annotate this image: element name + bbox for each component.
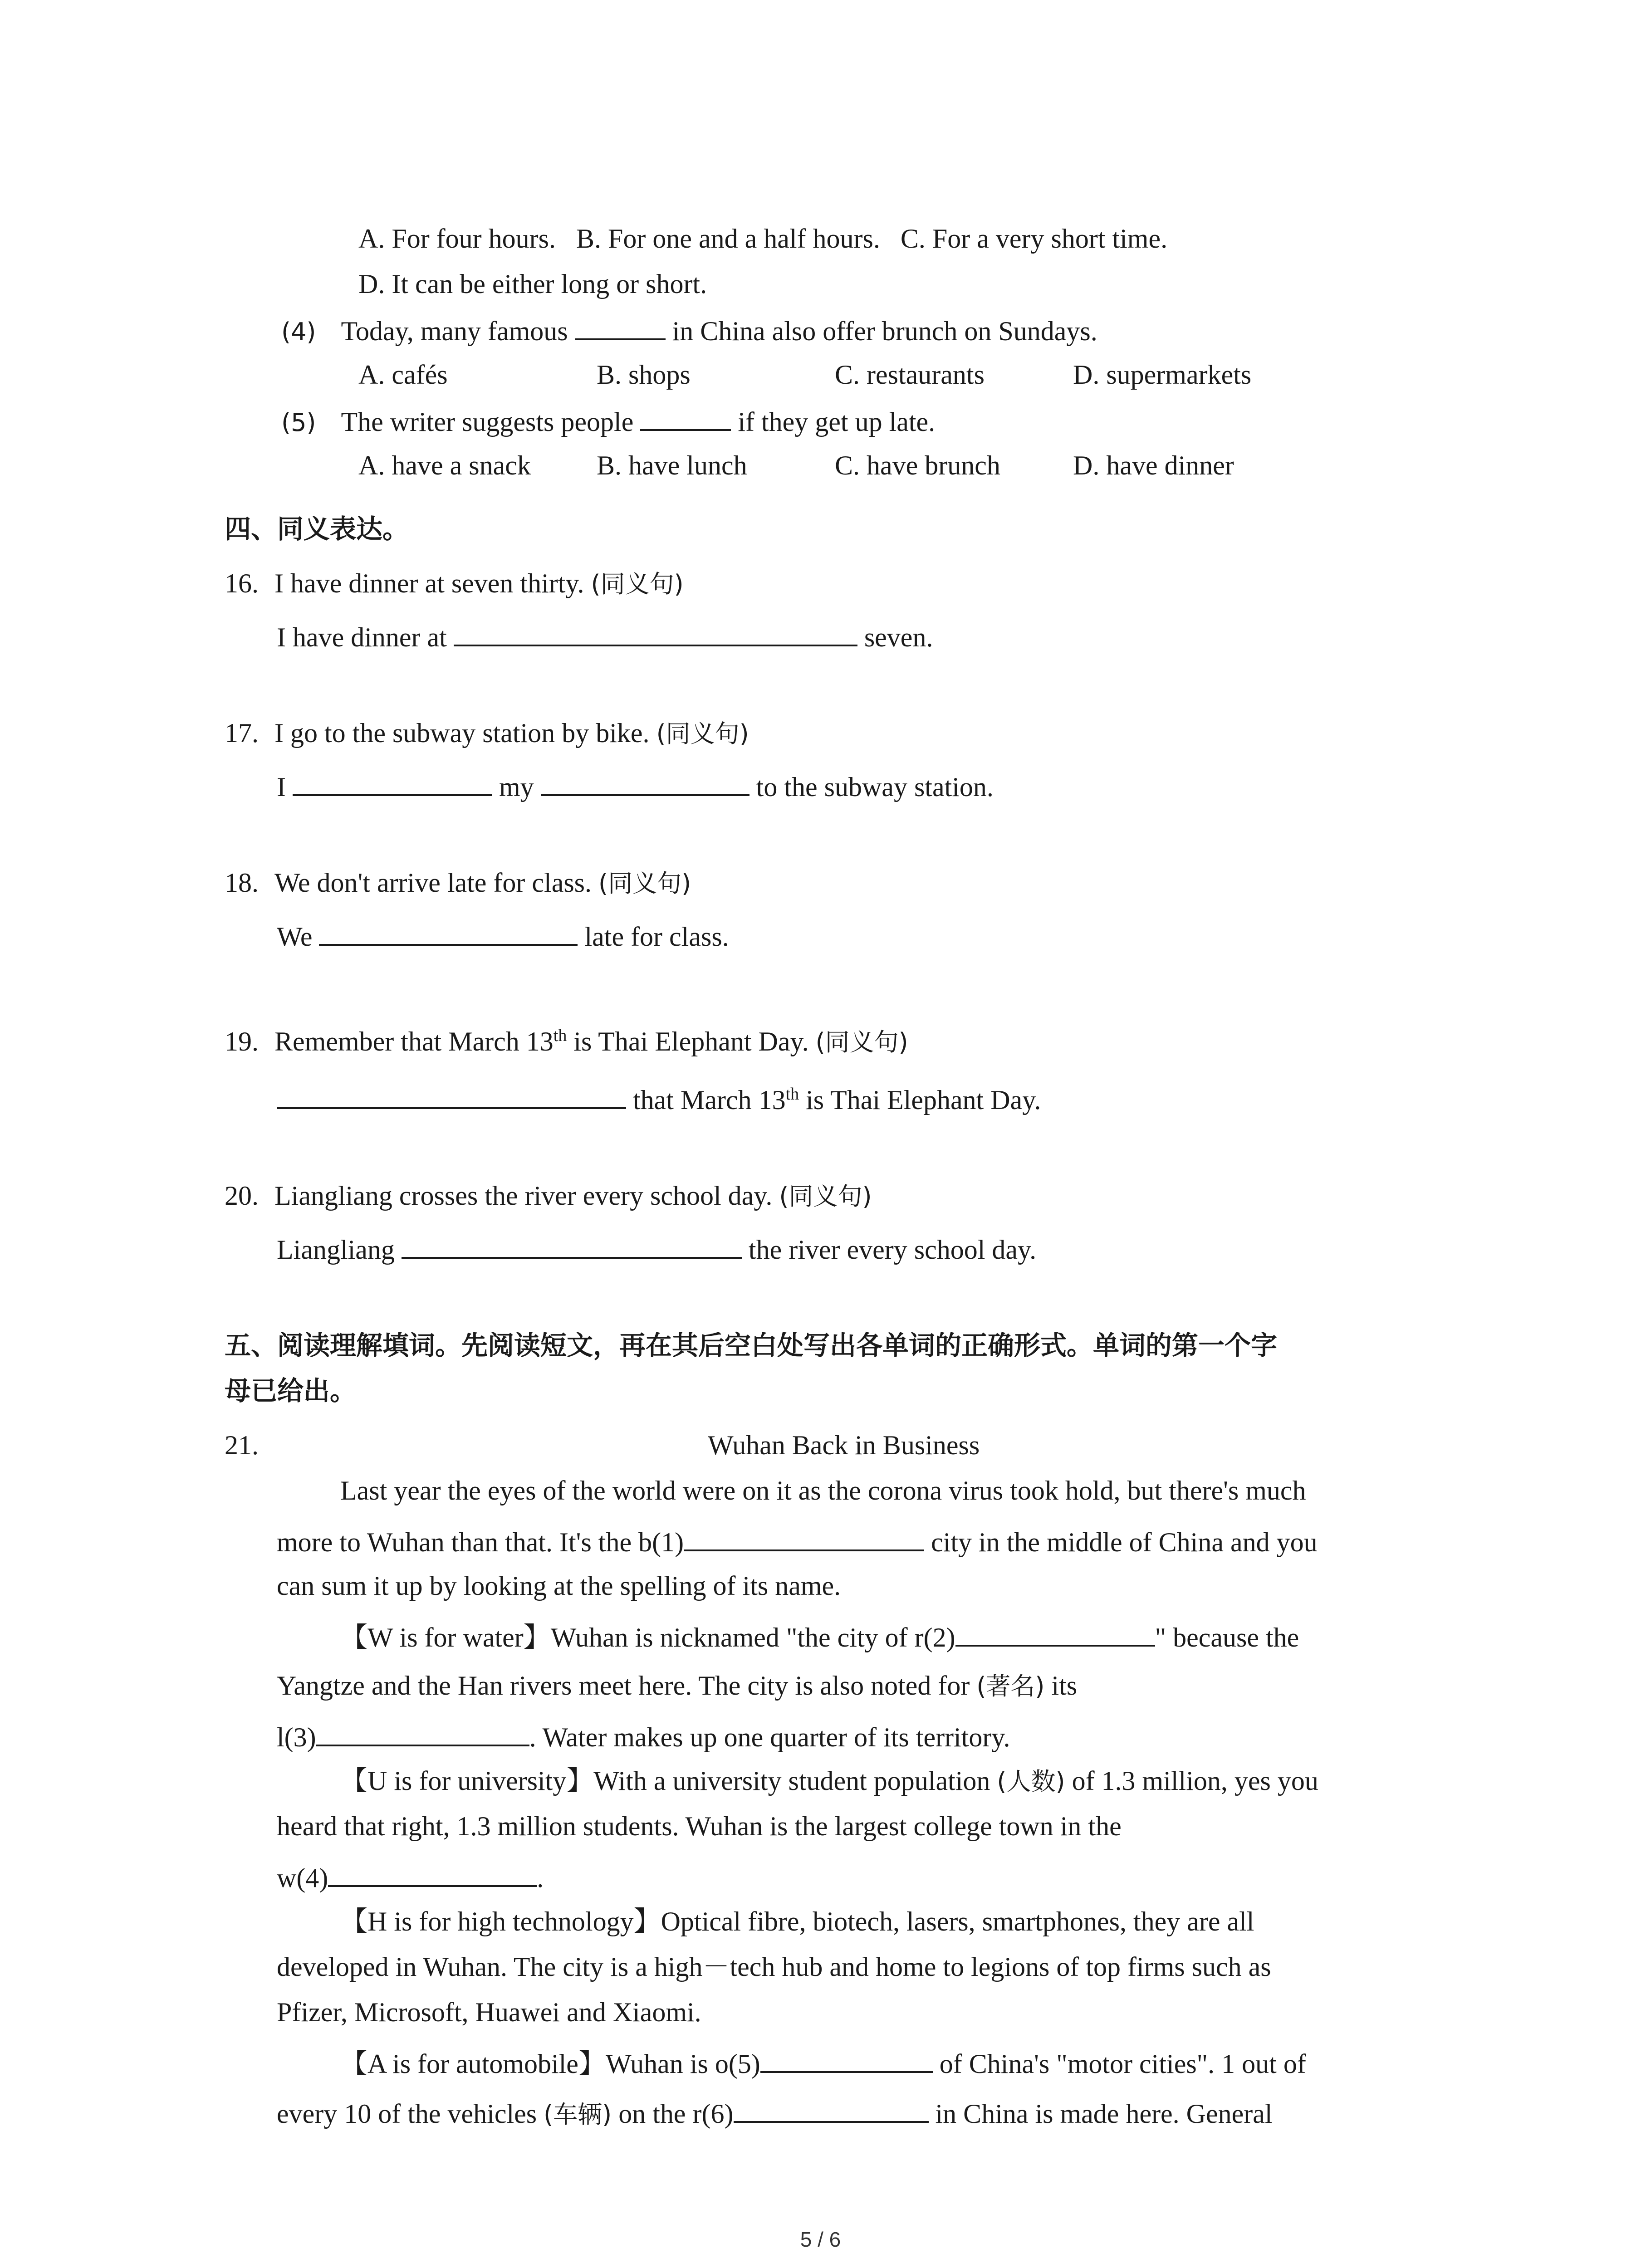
q19-answer-blank[interactable] bbox=[277, 1082, 626, 1109]
q16-number: 16. bbox=[225, 568, 259, 598]
hint-population: (人数) bbox=[997, 1767, 1065, 1796]
q4-text-before: Today, many famous bbox=[341, 316, 568, 346]
passage-p2-line3-b: . Water makes up one quarter of its territory. bbox=[529, 1722, 1010, 1752]
passage-title: Wuhan Back in Business bbox=[708, 1430, 980, 1460]
q3-option-c: C. For a very short time. bbox=[900, 224, 1168, 254]
q19-hint: (同义句) bbox=[815, 1028, 908, 1056]
q18-hint: (同义句) bbox=[598, 869, 691, 898]
passage-p5-line2-b: on the r(6) bbox=[618, 2099, 734, 2129]
q5-text-before: The writer suggests people bbox=[341, 407, 634, 437]
q20-answer-a: Liangliang bbox=[277, 1235, 395, 1265]
q17-hint: (同义句) bbox=[656, 719, 749, 748]
q19-number: 19. bbox=[225, 1026, 259, 1056]
page-number: 5 / 6 bbox=[800, 2228, 841, 2251]
passage-p2-line2-b: its bbox=[1051, 1671, 1078, 1701]
q4-option-b: B. shops bbox=[597, 360, 691, 390]
passage-p5-line2-c: in China is made here. General bbox=[935, 2099, 1273, 2129]
passage-p2-line3 bbox=[277, 1719, 1010, 1754]
q18-sentence bbox=[225, 866, 691, 900]
q20-answer-line bbox=[277, 1232, 1036, 1266]
q20-hint: (同义句) bbox=[779, 1182, 872, 1211]
q4-option-d: D. supermarkets bbox=[1073, 360, 1252, 390]
passage-p5-line1-a: 【A is for automobile】Wuhan is o(5) bbox=[340, 2049, 760, 2079]
passage-p2-line3-a: l(3) bbox=[277, 1722, 316, 1752]
passage-p5-line1-b: of China's "motor cities". 1 out of bbox=[939, 2049, 1306, 2079]
blank-5[interactable] bbox=[760, 2046, 933, 2073]
q19-answer-sup: th bbox=[785, 1085, 799, 1104]
q18-answer-a: We bbox=[277, 922, 313, 952]
passage-p3-line1-a: 【U is for university】With a university student population bbox=[340, 1766, 990, 1796]
passage-p5-line1 bbox=[340, 2046, 1306, 2080]
q21-number: 21. bbox=[225, 1430, 259, 1460]
q4-question bbox=[281, 313, 1097, 348]
q16-answer-after: seven. bbox=[864, 622, 933, 652]
q4-answer-blank[interactable] bbox=[575, 313, 666, 340]
q18-answer-blank[interactable] bbox=[319, 919, 578, 946]
q4-option-a: A. cafés bbox=[358, 360, 448, 390]
q17-sentence bbox=[225, 717, 749, 750]
passage-p3-line3-a: w(4) bbox=[277, 1863, 328, 1893]
blank-1[interactable] bbox=[684, 1524, 924, 1551]
q5-option-c: C. have brunch bbox=[835, 450, 1000, 480]
passage-p1-line2-a: more to Wuhan than that. It's the b(1) bbox=[277, 1527, 684, 1557]
q19-text-b: is Thai Elephant Day. bbox=[573, 1026, 809, 1056]
blank-3[interactable] bbox=[316, 1719, 529, 1746]
passage-p5-line2 bbox=[277, 2096, 1273, 2131]
section4-title: 四、同义表达。 bbox=[225, 513, 409, 544]
q17-answer-c: to the subway station. bbox=[756, 772, 994, 802]
q5-number: (5) bbox=[281, 408, 316, 437]
q4-number: (4) bbox=[281, 318, 316, 346]
q3-option-b: B. For one and a half hours. bbox=[576, 224, 880, 254]
passage-p3-line3 bbox=[277, 1860, 544, 1894]
q16-hint: (同义句) bbox=[591, 570, 684, 598]
q17-answer-blank-1[interactable] bbox=[293, 769, 492, 796]
q16-text: I have dinner at seven thirty. bbox=[274, 568, 584, 598]
passage-p1-line2 bbox=[277, 1524, 1318, 1559]
q5-option-b: B. have lunch bbox=[597, 450, 747, 480]
q19-sup: th bbox=[553, 1026, 567, 1045]
q5-answer-blank[interactable] bbox=[640, 404, 731, 431]
passage-p4-line3: Pfizer, Microsoft, Huawei and Xiaomi. bbox=[277, 1997, 701, 2027]
q18-text: We don't arrive late for class. bbox=[274, 868, 592, 898]
q17-text: I go to the subway station by bike. bbox=[274, 718, 650, 748]
q17-answer-b: my bbox=[499, 772, 534, 802]
q18-answer-line bbox=[277, 919, 729, 953]
passage-p1-line2-b: city in the middle of China and you bbox=[931, 1527, 1318, 1557]
q16-answer-before: I have dinner at bbox=[277, 622, 447, 652]
passage-p2-line1-b: " because the bbox=[1155, 1623, 1299, 1652]
passage-p3-line1-b: of 1.3 million, yes you bbox=[1072, 1766, 1318, 1796]
passage-p4-line1: 【H is for high technology】Optical fibre, biotech, lasers, smartphones, they are all bbox=[340, 1906, 1254, 1936]
q4-text-after: in China also offer brunch on Sundays. bbox=[672, 316, 1097, 346]
q18-answer-b: late for class. bbox=[584, 922, 729, 952]
hint-famous: (著名) bbox=[976, 1672, 1045, 1701]
hint-vehicles: (车辆) bbox=[544, 2100, 612, 2129]
q20-answer-b: the river every school day. bbox=[748, 1235, 1037, 1265]
blank-6[interactable] bbox=[734, 2096, 929, 2123]
q17-answer-line bbox=[277, 769, 994, 803]
q16-answer-blank[interactable] bbox=[454, 619, 857, 646]
section5-title-line2: 母已给出。 bbox=[225, 1375, 357, 1406]
q18-number: 18. bbox=[225, 868, 259, 898]
q3-option-a: A. For four hours. bbox=[358, 224, 556, 254]
q3-option-d: D. It can be either long or short. bbox=[358, 269, 707, 299]
q4-option-c: C. restaurants bbox=[835, 360, 985, 390]
passage-p3-line1 bbox=[340, 1765, 1318, 1798]
q5-text-after: if they get up late. bbox=[738, 407, 936, 437]
q16-answer-line bbox=[277, 619, 933, 654]
q5-option-a: A. have a snack bbox=[358, 450, 531, 480]
q3-options-row1 bbox=[358, 222, 1167, 255]
passage-p3-line2: heard that right, 1.3 million students. Wuhan is the largest college town in the bbox=[277, 1811, 1122, 1841]
passage-p1-line3: can sum it up by looking at the spelling of its name. bbox=[277, 1571, 841, 1601]
passage-p3-line3-b: . bbox=[537, 1863, 544, 1893]
q20-sentence bbox=[225, 1179, 872, 1213]
q17-answer-a: I bbox=[277, 772, 286, 802]
q19-answer-a: that March 13 bbox=[633, 1085, 786, 1115]
q20-text: Liangliang crosses the river every school day. bbox=[274, 1181, 773, 1211]
q20-answer-blank[interactable] bbox=[402, 1232, 742, 1259]
q19-sentence bbox=[225, 1025, 908, 1059]
passage-p2-line1 bbox=[340, 1619, 1299, 1654]
q17-answer-blank-2[interactable] bbox=[541, 769, 749, 796]
q19-answer-b: is Thai Elephant Day. bbox=[806, 1085, 1041, 1115]
q17-number: 17. bbox=[225, 718, 259, 748]
q20-number: 20. bbox=[225, 1181, 259, 1211]
passage-p2-line2-a: Yangtze and the Han rivers meet here. The city is also noted for bbox=[277, 1671, 970, 1701]
passage-p2-line2 bbox=[277, 1669, 1077, 1703]
q5-option-d: D. have dinner bbox=[1073, 450, 1234, 480]
section5-title-line1: 五、阅读理解填词。先阅读短文，再在其后空白处写出各单词的正确形式。单词的第一个字 bbox=[225, 1330, 1278, 1361]
q19-text-a: Remember that March 13 bbox=[274, 1026, 554, 1056]
passage-p2-line1-a: 【W is for water】Wuhan is nicknamed "the city of r(2) bbox=[340, 1623, 955, 1652]
blank-4[interactable] bbox=[328, 1860, 537, 1887]
passage-p4-line2: developed in Wuhan. The city is a high－tech hub and home to legions of top firms such as bbox=[277, 1952, 1271, 1982]
q5-question bbox=[281, 404, 935, 439]
passage-p5-line2-a: every 10 of the vehicles bbox=[277, 2099, 537, 2129]
q16-sentence bbox=[225, 567, 684, 601]
q19-answer-line bbox=[277, 1082, 1041, 1116]
passage-p1-line1: Last year the eyes of the world were on it as the corona virus took hold, but there's much bbox=[340, 1476, 1306, 1505]
blank-2[interactable] bbox=[955, 1619, 1155, 1647]
